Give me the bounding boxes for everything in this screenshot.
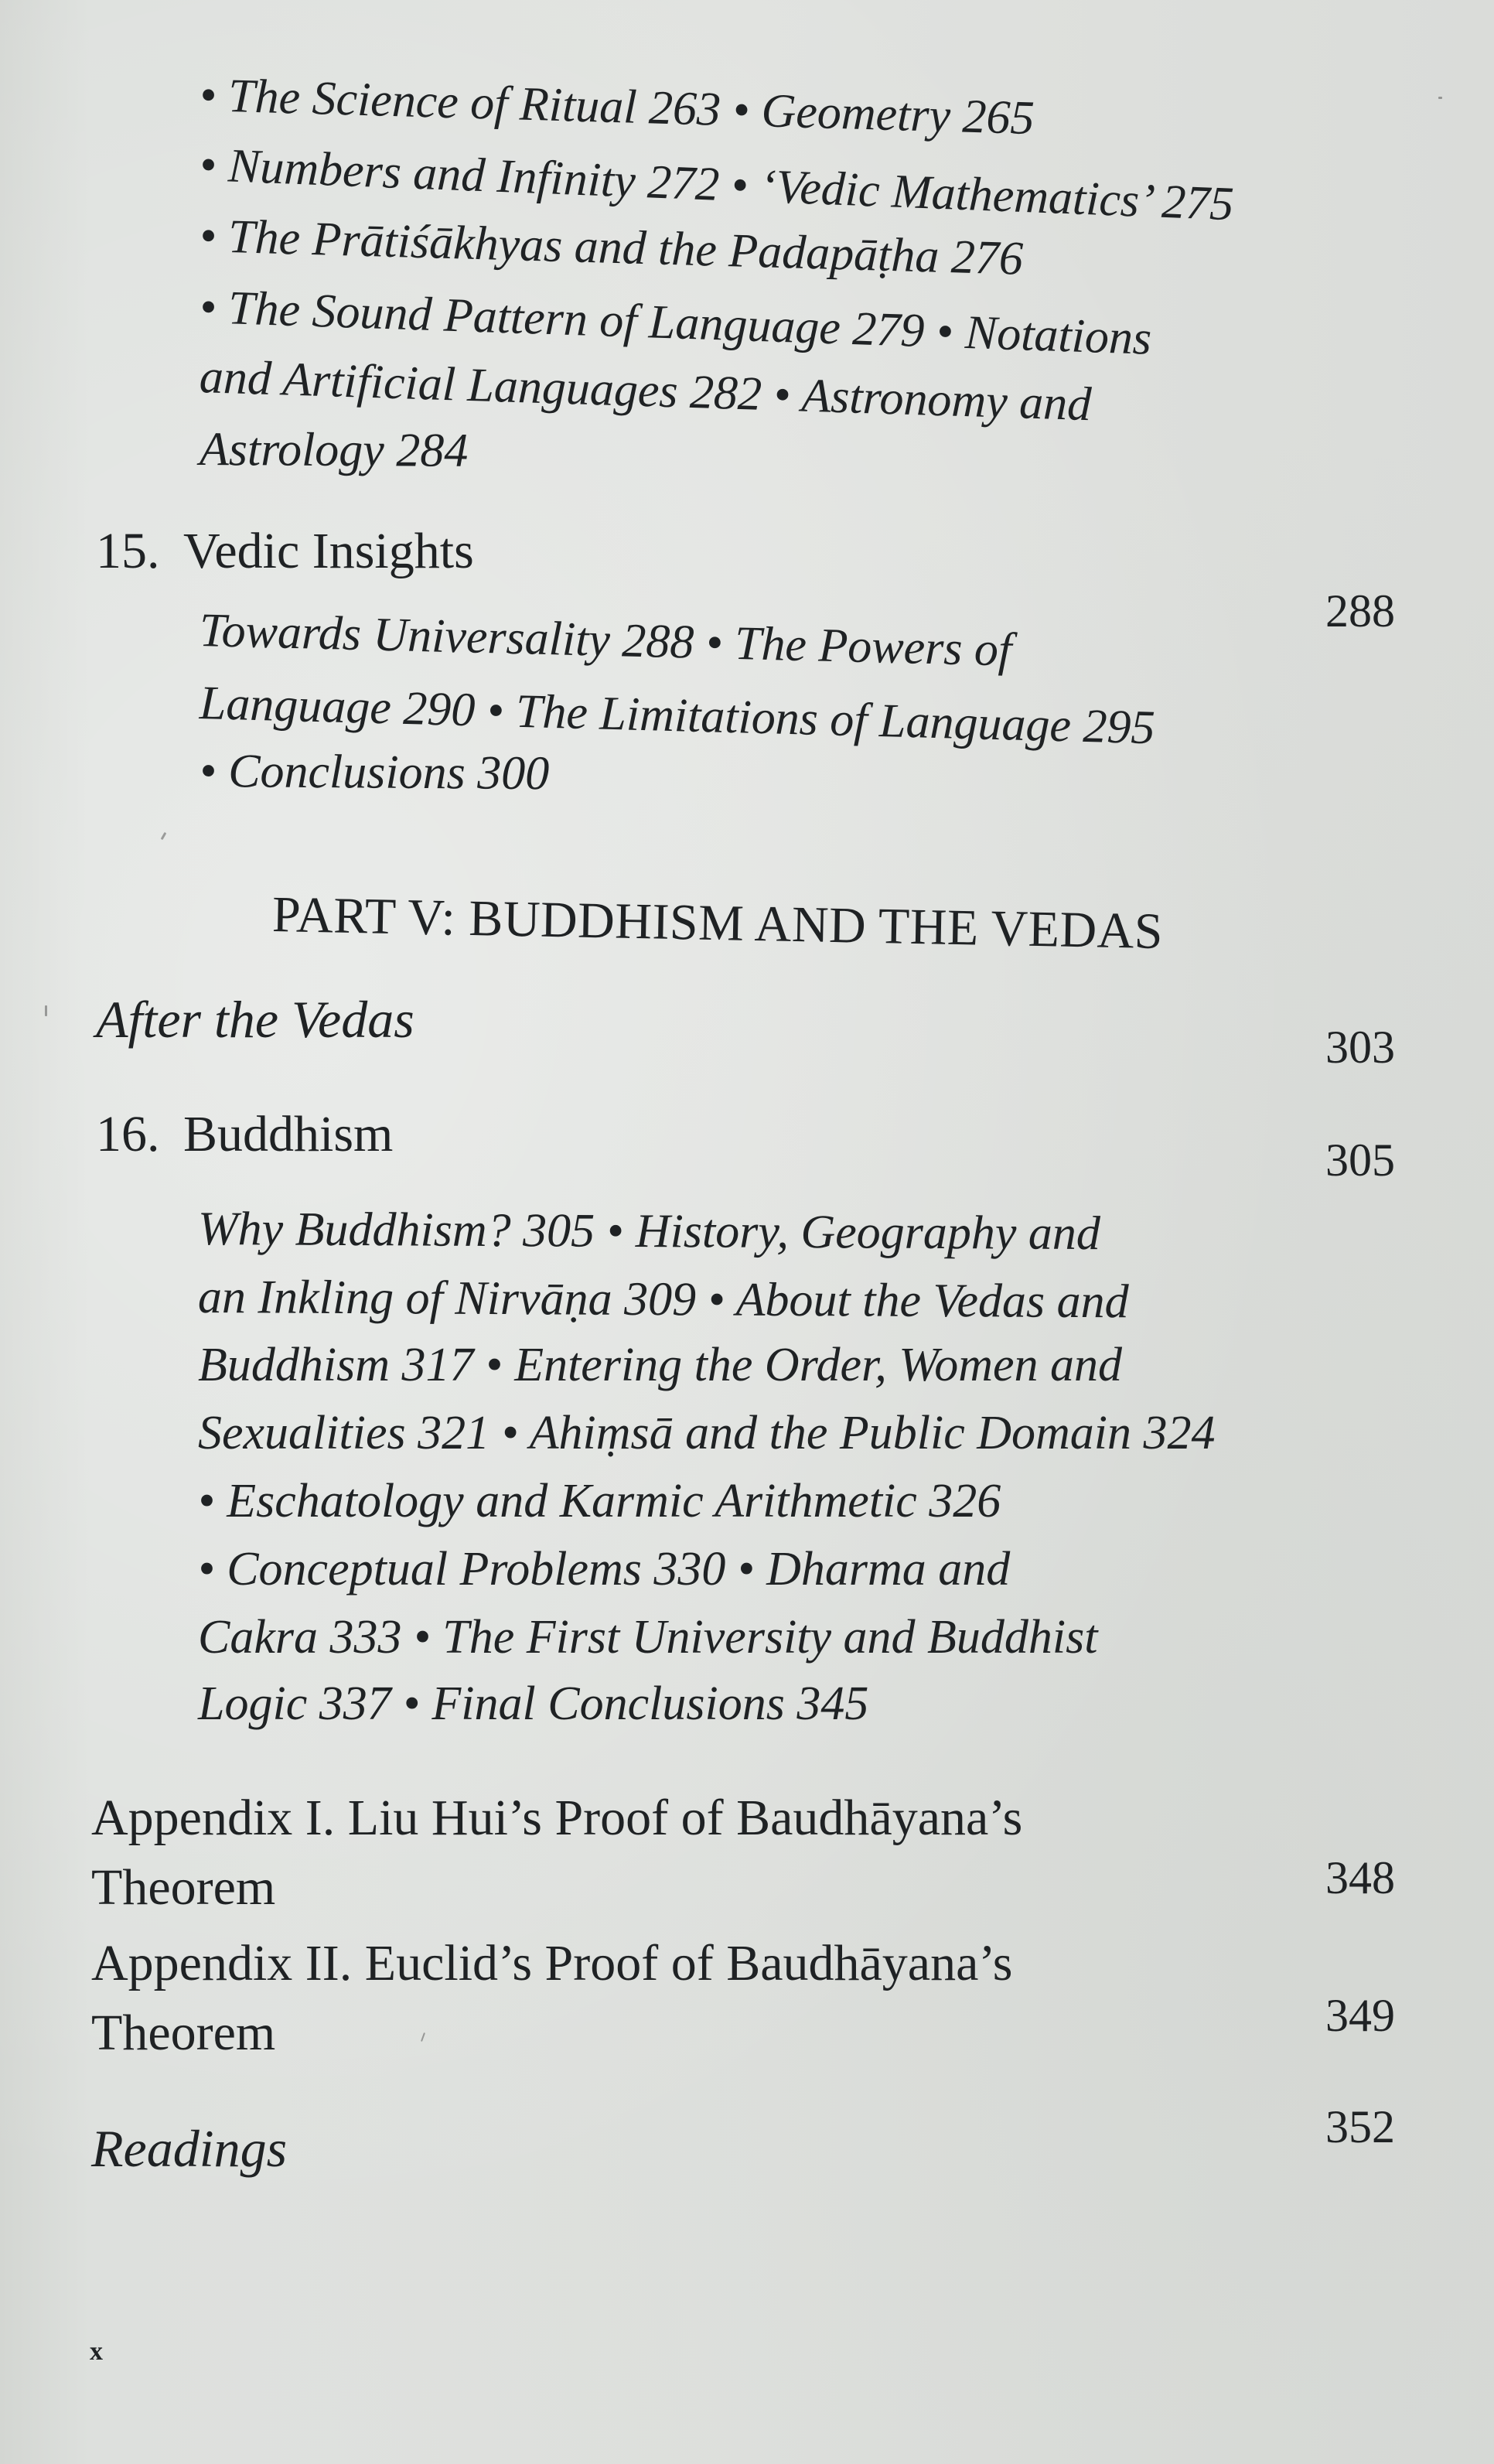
chapter-page-number: 305 — [1325, 1135, 1395, 1186]
entry-page-number: 348 — [1325, 1852, 1395, 1903]
paper-speck — [421, 2032, 425, 2042]
chapter-title: Buddhism — [183, 1106, 394, 1162]
chapter-title-line — [96, 523, 474, 579]
toc-subentry-line: Sexualities 321 • Ahiṃsā and the Public Domain 324 — [198, 1407, 1216, 1459]
chapter-page-number: 288 — [1325, 585, 1395, 636]
paper-speck — [1438, 97, 1442, 99]
chapter-title-line — [96, 1106, 394, 1162]
toc-subentry-line: Buddhism 317 • Entering the Order, Women and — [198, 1339, 1123, 1391]
toc-subentry-line: • Conclusions 300 — [199, 745, 550, 800]
entry-title-line-2: Theorem — [91, 2005, 276, 2061]
toc-subentry-line: Towards Universality 288 • The Powers of — [199, 604, 1013, 677]
toc-subentry-line: • The Sound Pattern of Language 279 • Notations — [198, 281, 1153, 365]
chapter-number: 16. — [96, 1106, 160, 1162]
part-heading: PART V: BUDDHISM AND THE VEDAS — [271, 886, 1164, 961]
entry-page-number: 352 — [1325, 2101, 1395, 2152]
toc-subentry-line: Astrology 284 — [199, 423, 469, 477]
toc-subentry-line: • The Science of Ritual 263 • Geometry 265 — [199, 69, 1035, 145]
toc-subentry-line: • Conceptual Problems 330 • Dharma and — [198, 1543, 1011, 1595]
chapter-number: 15. — [96, 523, 160, 579]
entry-page-number: 303 — [1325, 1022, 1395, 1073]
toc-subentry-line: and Artificial Languages 282 • Astronomy and — [198, 350, 1093, 432]
entry-page-number: 349 — [1325, 1990, 1395, 2041]
toc-subentry-line: Why Buddhism? 305 • History, Geography and — [197, 1203, 1101, 1261]
paper-speck — [45, 1005, 47, 1016]
entry-title: Readings — [91, 2119, 288, 2178]
entry-title-line-1: Appendix II. Euclid’s Proof of Baudhāyana’s — [91, 1935, 1013, 1991]
toc-subentry-line: • The Prātiśākhyas and the Padapāṭha 276 — [199, 210, 1024, 285]
entry-title-line-2: Theorem — [91, 1859, 276, 1916]
toc-subentry-line: Logic 337 • Final Conclusions 345 — [198, 1677, 869, 1730]
toc-subentry-line: an Inkling of Nirvāṇa 309 • About the Vedas and — [197, 1271, 1129, 1329]
page-folio: x — [90, 2337, 103, 2366]
toc-subentry-line: Language 290 • The Limitations of Language 295 — [199, 677, 1156, 755]
paper-speck — [161, 832, 167, 840]
entry-title-line-1: Appendix I. Liu Hui’s Proof of Baudhāyana’s — [91, 1790, 1023, 1846]
toc-subentry-line: Cakra 333 • The First University and Buddhist — [198, 1611, 1098, 1664]
toc-subentry-line: • Eschatology and Karmic Arithmetic 326 — [198, 1475, 1001, 1527]
chapter-title: Vedic Insights — [183, 523, 474, 579]
entry-title: After the Vedas — [96, 990, 414, 1049]
toc-subentry-line: • Numbers and Infinity 272 • ‘Vedic Mathematics’ 275 — [198, 138, 1235, 231]
